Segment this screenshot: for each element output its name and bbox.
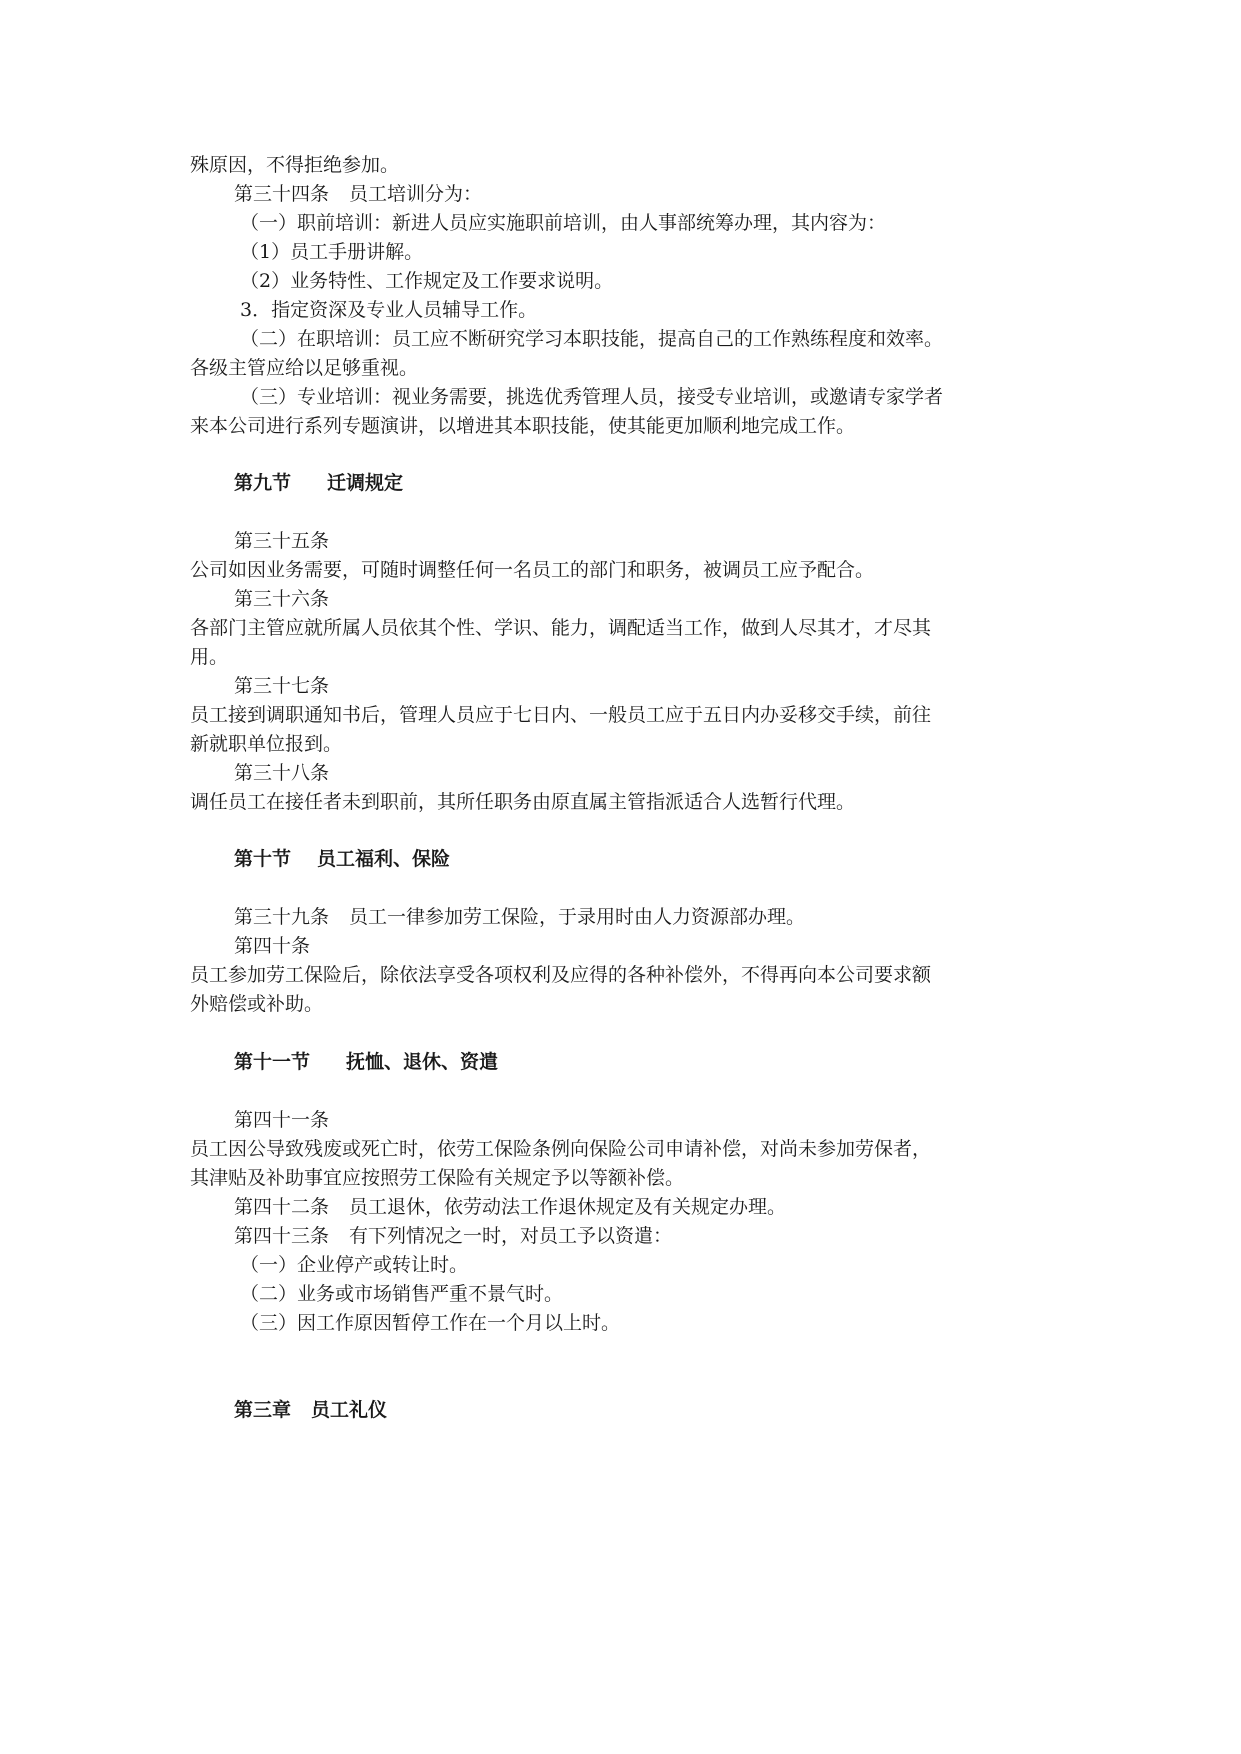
article-text: 各部门主管应就所属人员依其个性、学识、能力，调配适当工作，做到人尽其才，才尽其 (190, 617, 932, 639)
article-text: 有下列情况之一时，对员工予以资遣： (349, 1225, 673, 1247)
article-text: 员工退休，依劳动法工作退休规定及有关规定办理。 (349, 1196, 787, 1218)
article-number: 第四十条 (234, 935, 311, 957)
article-text: 外赔偿或补助。 (190, 993, 324, 1015)
list-item: （1）员工手册讲解。 (240, 241, 424, 263)
article-number: 第三十八条 (234, 762, 330, 784)
section-heading-11 (0, 1049, 1241, 1075)
article-number: 第四十三条 (234, 1225, 330, 1247)
article-number: 第三十五条 (234, 530, 330, 552)
list-item: （三）专业培训：视业务需要，挑选优秀管理人员，接受专业培训，或邀请专家学者 (240, 386, 944, 408)
article-text: 公司如因业务需要，可随时调整任何一名员工的部门和职务，被调员工应予配合。 (190, 559, 875, 581)
article-number: 第三十六条 (234, 588, 330, 610)
section-heading-9 (0, 470, 1241, 496)
chapter-heading-3 (0, 1397, 1241, 1423)
list-item: （2）业务特性、工作规定及工作要求说明。 (240, 270, 614, 292)
chapter-title: 员工礼仪 (311, 1399, 388, 1421)
article-number: 第三十九条 (234, 906, 330, 928)
article-text: 员工因公导致残废或死亡时，依劳工保险条例向保险公司申请补偿，对尚未参加劳保者， (190, 1138, 932, 1160)
article-text: 调任员工在接任者未到职前，其所任职务由原直属主管指派适合人选暂行代理。 (190, 791, 856, 813)
article-text: 新就职单位报到。 (190, 733, 343, 755)
article-text: 员工接到调职通知书后，管理人员应于七日内、一般员工应于五日内办妥移交手续，前往 (190, 704, 932, 726)
article-text: 用。 (190, 646, 229, 668)
section-heading-10 (0, 846, 1241, 872)
article-42 (0, 1194, 1241, 1220)
article-43 (0, 1223, 1241, 1249)
list-item: （三）因工作原因暂停工作在一个月以上时。 (240, 1312, 621, 1334)
article-number: 第三十四条 (234, 183, 330, 205)
article-number: 第三十七条 (234, 675, 330, 697)
article-text: 员工一律参加劳工保险，于录用时由人力资源部办理。 (349, 906, 806, 928)
section-number: 第十节 (234, 848, 292, 870)
paragraph-line: 殊原因，不得拒绝参加。 (190, 154, 400, 176)
list-item: （一）职前培训：新进人员应实施职前培训，由人事部统筹办理，其内容为： (240, 212, 887, 234)
section-title: 员工福利、保险 (317, 848, 451, 870)
article-number: 第四十一条 (234, 1109, 330, 1131)
article-39 (0, 904, 1241, 930)
article-text: 员工参加劳工保险后，除依法享受各项权利及应得的各种补偿外，不得再向本公司要求额 (190, 964, 932, 986)
list-item: 3．指定资深及专业人员辅导工作。 (240, 299, 538, 321)
article-number: 第四十二条 (234, 1196, 330, 1218)
paragraph-line: 各级主管应给以足够重视。 (190, 357, 419, 379)
article-34 (0, 181, 1241, 207)
list-item: （一）企业停产或转让时。 (240, 1254, 469, 1276)
section-title: 抚恤、退休、资遣 (346, 1051, 499, 1073)
list-item: （二）在职培训：员工应不断研究学习本职技能，提高自己的工作熟练程度和效率。 (240, 328, 944, 350)
paragraph-line: 来本公司进行系列专题演讲，以增进其本职技能，使其能更加顺利地完成工作。 (190, 415, 856, 437)
section-number: 第九节 (234, 472, 292, 494)
article-text: 员工培训分为： (349, 183, 483, 205)
chapter-number: 第三章 (234, 1399, 292, 1421)
article-text: 其津贴及补助事宜应按照劳工保险有关规定予以等额补偿。 (190, 1167, 685, 1189)
section-number: 第十一节 (234, 1051, 311, 1073)
section-title: 迁调规定 (327, 472, 404, 494)
list-item: （二）业务或市场销售严重不景气时。 (240, 1283, 564, 1305)
